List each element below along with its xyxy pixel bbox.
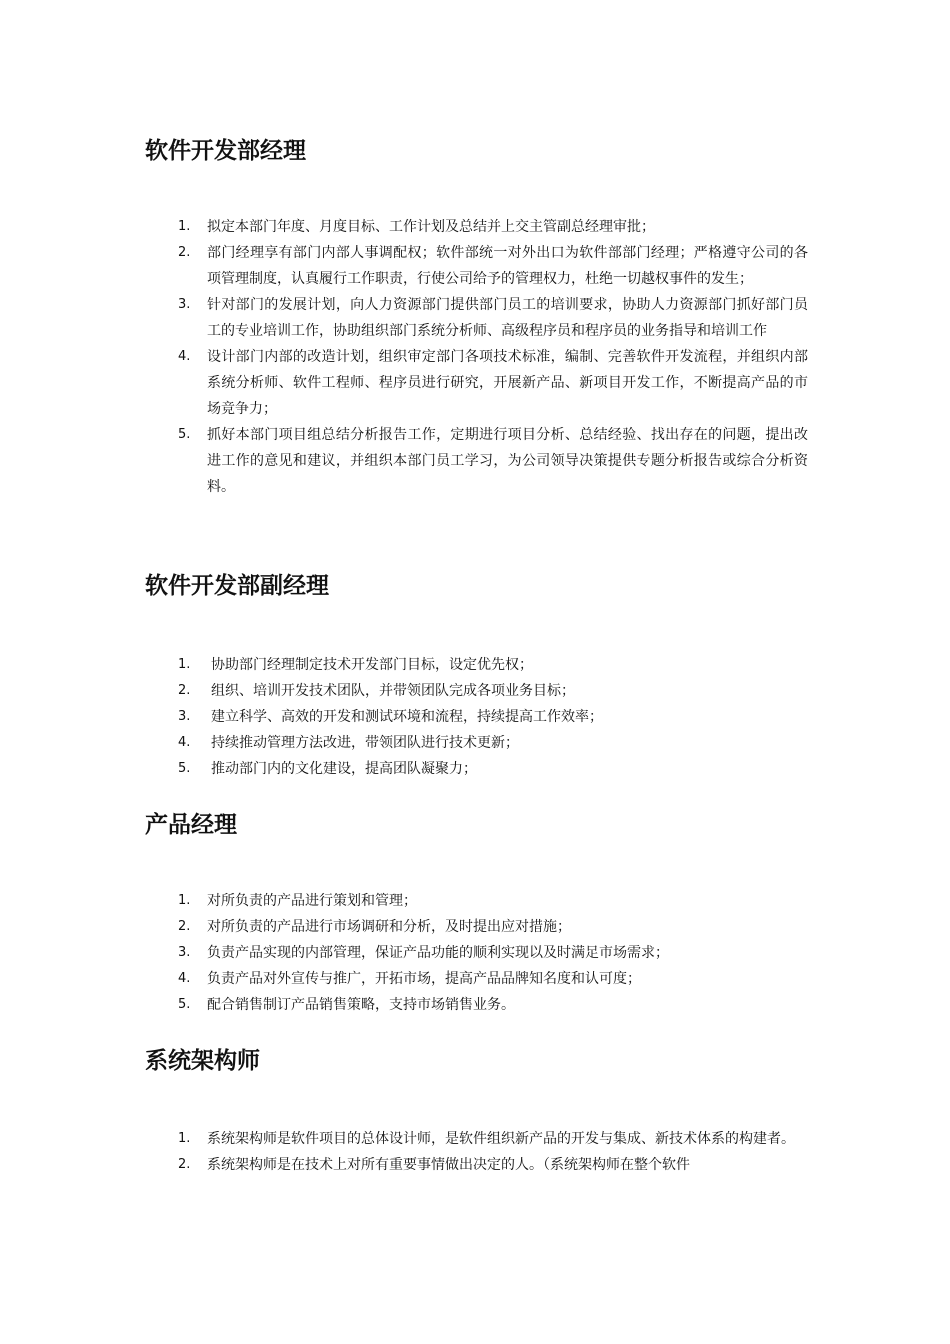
item-text: 负责产品对外宣传与推广，开拓市场，提高产品品牌知名度和认可度； — [207, 971, 641, 987]
duty-list — [178, 888, 808, 1018]
item-number: 3. — [178, 709, 191, 724]
section-dev-manager — [145, 136, 810, 495]
item-text: 设计部门内部的改造计划，组织审定部门各项技术标准，编制、完善软件开发流程，并组织内部系统分析师、软件工程师、程序员进行研究，开展新产品、新项目开发工作，不断提高产品的市场竞争力； — [207, 349, 808, 417]
duty-list — [178, 1126, 808, 1178]
list-item — [178, 214, 808, 240]
item-text: 系统架构师是软件项目的总体设计师，是软件组织新产品的开发与集成、新技术体系的构建者。 — [207, 1131, 795, 1147]
item-number: 1. — [178, 219, 191, 234]
item-text: 推动部门内的文化建设，提高团队凝聚力； — [211, 761, 477, 777]
item-number: 3. — [178, 945, 191, 960]
section-title: 软件开发部副经理 — [145, 573, 329, 599]
list-item — [178, 292, 808, 344]
section-dev-deputy-manager — [145, 571, 810, 777]
list-item — [178, 756, 808, 782]
section-title: 系统架构师 — [145, 1048, 260, 1074]
item-text: 配合销售制订产品销售策略，支持市场销售业务。 — [207, 997, 515, 1013]
item-number: 2. — [178, 245, 191, 260]
item-text: 协助部门经理制定技术开发部门目标，设定优先权； — [211, 657, 533, 673]
item-number: 2. — [178, 1157, 191, 1172]
list-item — [178, 1126, 808, 1152]
item-number: 4. — [178, 971, 191, 986]
section-product-manager — [145, 810, 810, 1013]
item-text: 对所负责的产品进行策划和管理； — [207, 893, 417, 909]
item-text: 抓好本部门项目组总结分析报告工作，定期进行项目分析、总结经验、找出存在的问题，提出改进工作的意见和建议，并组织本部门员工学习，为公司领导决策提供专题分析报告或综合分析资料。 — [207, 427, 808, 495]
section-system-architect — [145, 1046, 810, 1173]
item-text: 针对部门的发展计划，向人力资源部门提供部门员工的培训要求，协助人力资源部门抓好部门员工的专业培训工作，协助组织部门系统分析师、高级程序员和程序员的业务指导和培训工作 — [207, 297, 808, 339]
list-item — [178, 652, 808, 678]
list-item — [178, 914, 808, 940]
list-item — [178, 704, 808, 730]
item-text: 负责产品实现的内部管理，保证产品功能的顺利实现以及时满足市场需求； — [207, 945, 669, 961]
section-title: 产品经理 — [145, 812, 237, 838]
list-item — [178, 344, 808, 422]
section-title: 软件开发部经理 — [145, 138, 306, 164]
list-item — [178, 992, 808, 1018]
item-text: 建立科学、高效的开发和测试环境和流程，持续提高工作效率； — [211, 709, 603, 725]
item-number: 2. — [178, 683, 191, 698]
item-text: 拟定本部门年度、月度目标、工作计划及总结并上交主管副总经理审批； — [207, 219, 655, 235]
list-item — [178, 1152, 808, 1178]
item-number: 5. — [178, 427, 191, 442]
item-number: 2. — [178, 919, 191, 934]
item-number: 1. — [178, 657, 191, 672]
item-text: 系统架构师是在技术上对所有重要事情做出决定的人。（系统架构师在整个软件 — [207, 1157, 690, 1173]
item-number: 1. — [178, 1131, 191, 1146]
list-item — [178, 888, 808, 914]
item-text: 组织、培训开发技术团队，并带领团队完成各项业务目标； — [211, 683, 575, 699]
list-item — [178, 240, 808, 292]
duty-list — [178, 214, 808, 500]
item-number: 5. — [178, 997, 191, 1012]
item-text: 对所负责的产品进行市场调研和分析，及时提出应对措施； — [207, 919, 571, 935]
item-number: 4. — [178, 349, 191, 364]
list-item — [178, 678, 808, 704]
list-item — [178, 966, 808, 992]
list-item — [178, 730, 808, 756]
item-number: 1. — [178, 893, 191, 908]
duty-list — [178, 652, 808, 782]
list-item — [178, 940, 808, 966]
item-number: 4. — [178, 735, 191, 750]
item-number: 5. — [178, 761, 191, 776]
list-item — [178, 422, 808, 500]
item-text: 部门经理享有部门内部人事调配权；软件部统一对外出口为软件部部门经理；严格遵守公司的各项管理制度，认真履行工作职责，行使公司给予的管理权力，杜绝一切越权事件的发生； — [207, 245, 808, 287]
item-number: 3. — [178, 297, 191, 312]
item-text: 持续推动管理方法改进，带领团队进行技术更新； — [211, 735, 519, 751]
